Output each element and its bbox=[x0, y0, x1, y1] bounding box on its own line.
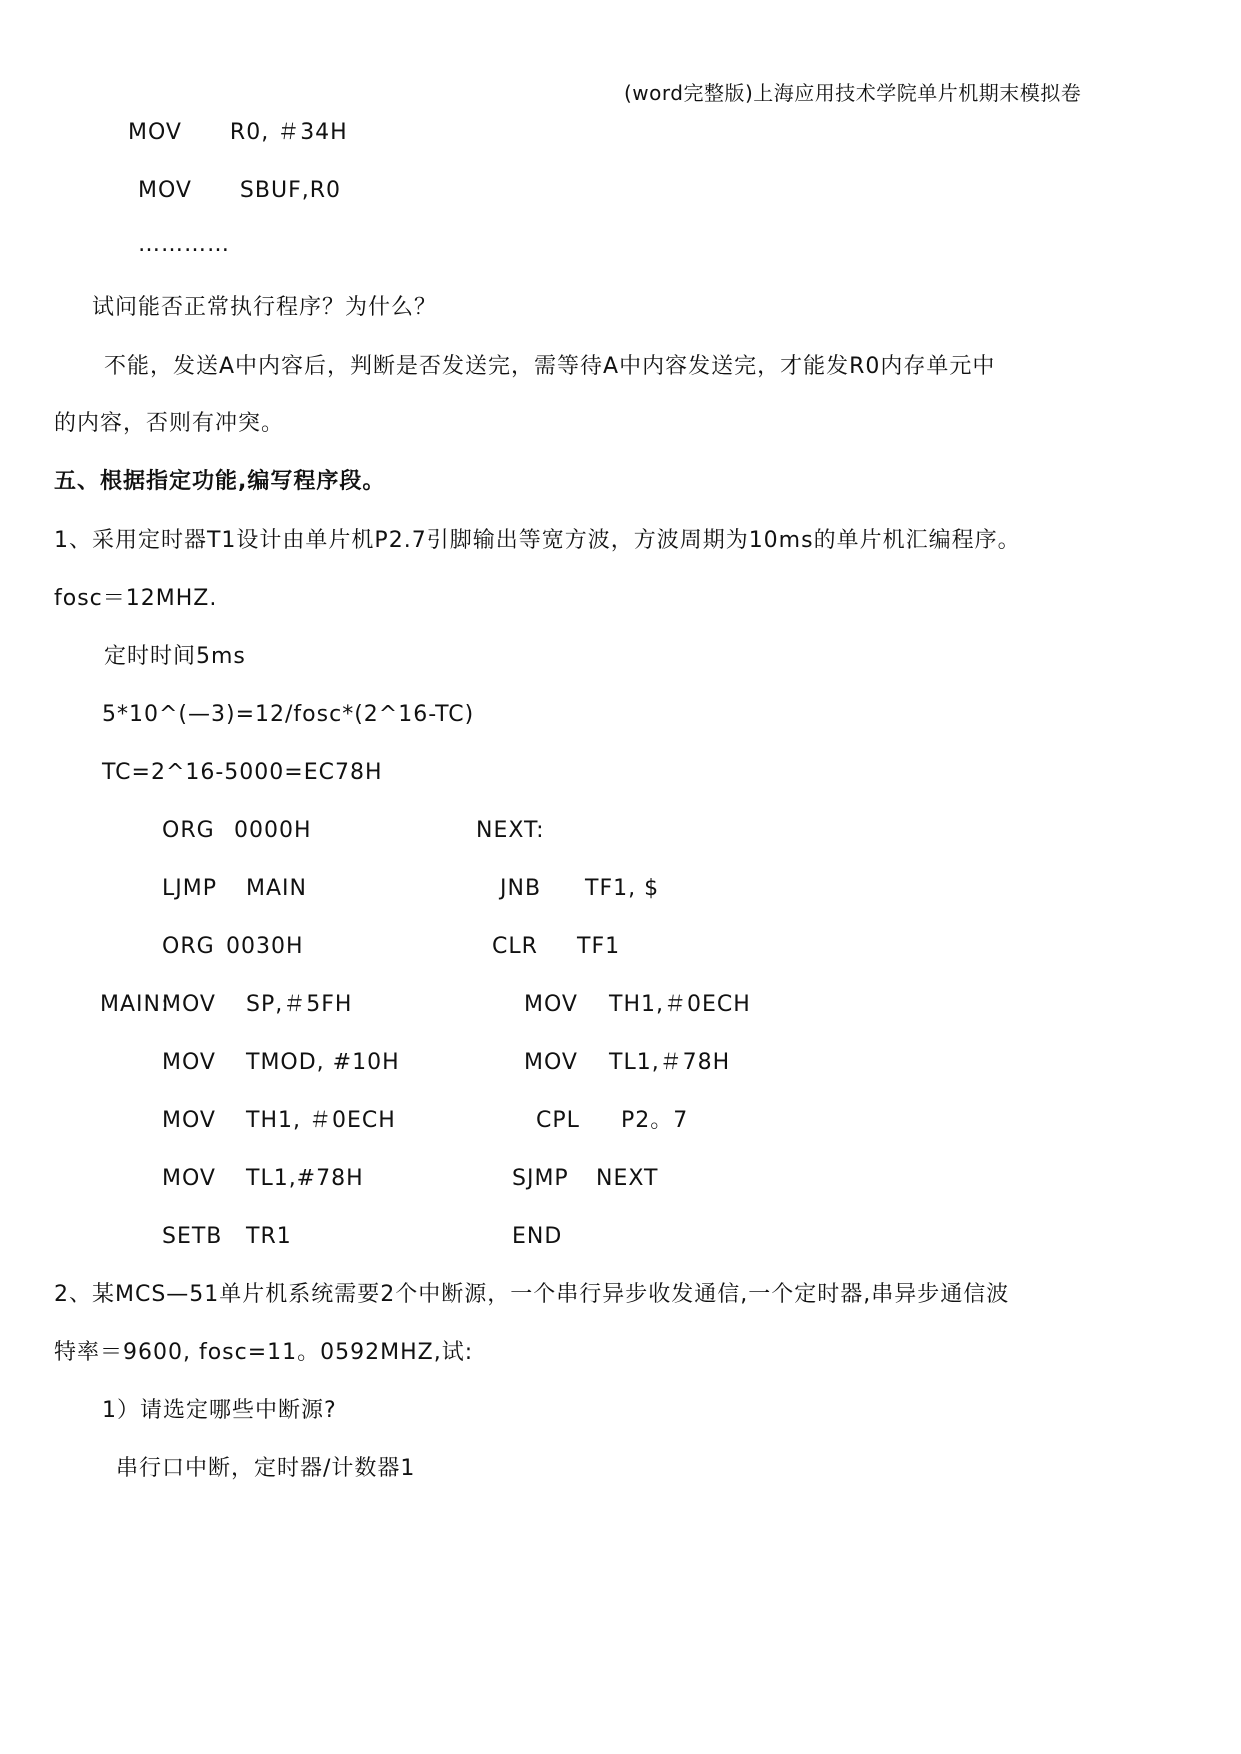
code-label: NEXT: bbox=[476, 818, 545, 843]
q1-text: fosc＝12MHZ. bbox=[54, 586, 218, 611]
code-arg: 0030H bbox=[226, 934, 304, 959]
code-op: SJMP bbox=[512, 1166, 569, 1191]
code-arg: NEXT bbox=[596, 1166, 659, 1191]
code-arg: TH1, ＃0ECH bbox=[246, 1108, 396, 1133]
running-header: (word完整版)上海应用技术学院单片机期末模拟卷 bbox=[624, 81, 1082, 105]
code-op: MOV bbox=[162, 1108, 216, 1133]
code-op: CLR bbox=[492, 934, 538, 959]
code-arg: TL1,＃78H bbox=[609, 1050, 731, 1075]
code-op: ORG bbox=[162, 934, 215, 959]
code-op: ORG bbox=[162, 818, 215, 843]
code-op: END bbox=[512, 1224, 563, 1249]
section-title: 五、根据指定功能,编写程序段。 bbox=[54, 469, 386, 494]
question-text: 试问能否正常执行程序？为什么？ bbox=[92, 295, 438, 320]
code-op: MOV bbox=[524, 1050, 578, 1075]
q1-text: 1、采用定时器T1设计由单片机P2.7引脚输出等宽方波，方波周期为10ms的单片机汇编程序。 bbox=[54, 528, 1021, 553]
q2-subquestion: 1）请选定哪些中断源? bbox=[102, 1398, 337, 1423]
code-arg: MAIN bbox=[246, 876, 307, 901]
calc-line: TC=2^16-5000=EC78H bbox=[102, 760, 383, 785]
code-line: MOV SBUF,R0 bbox=[138, 178, 342, 203]
q2-text: 2、某MCS—51单片机系统需要2个中断源，一个串行异步收发通信,一个定时器,串异步通信波 bbox=[54, 1282, 1010, 1307]
calc-line: 5*10^(—3)=12/fosc*(2^16-TC) bbox=[102, 702, 475, 727]
code-arg: 0000H bbox=[234, 818, 312, 843]
code-op: CPL bbox=[536, 1108, 580, 1133]
code-arg: P2。7 bbox=[621, 1108, 689, 1133]
code-arg: TF1, $ bbox=[585, 876, 660, 901]
code-arg: TL1,#78H bbox=[246, 1166, 364, 1191]
code-arg: TH1,＃0ECH bbox=[609, 992, 751, 1017]
code-arg: SP,＃5FH bbox=[246, 992, 353, 1017]
code-op: JNB bbox=[500, 876, 542, 901]
code-arg: TF1 bbox=[577, 934, 621, 959]
code-ellipsis: ………… bbox=[138, 232, 230, 257]
calc-line: 定时时间5ms bbox=[104, 644, 246, 669]
answer-line: 不能，发送A中内容后，判断是否发送完，需等待A中内容发送完，才能发R0内存单元中 bbox=[104, 354, 996, 379]
code-op: LJMP bbox=[162, 876, 217, 901]
code-op: MOV bbox=[162, 992, 216, 1017]
code-op: MOV bbox=[524, 992, 578, 1017]
q2-answer: 串行口中断，定时器/计数器1 bbox=[116, 1456, 416, 1481]
code-line: MOV R0, ＃34H bbox=[128, 120, 348, 145]
code-op: MOV bbox=[162, 1166, 216, 1191]
code-label: MAIN: bbox=[100, 992, 170, 1017]
answer-line: 的内容，否则有冲突。 bbox=[54, 411, 285, 436]
code-arg: TR1 bbox=[246, 1224, 292, 1249]
code-arg: TMOD, #10H bbox=[246, 1050, 400, 1075]
code-op: MOV bbox=[162, 1050, 216, 1075]
code-op: SETB bbox=[162, 1224, 223, 1249]
q2-text: 特率＝9600, fosc=11。0592MHZ,试: bbox=[54, 1340, 474, 1365]
